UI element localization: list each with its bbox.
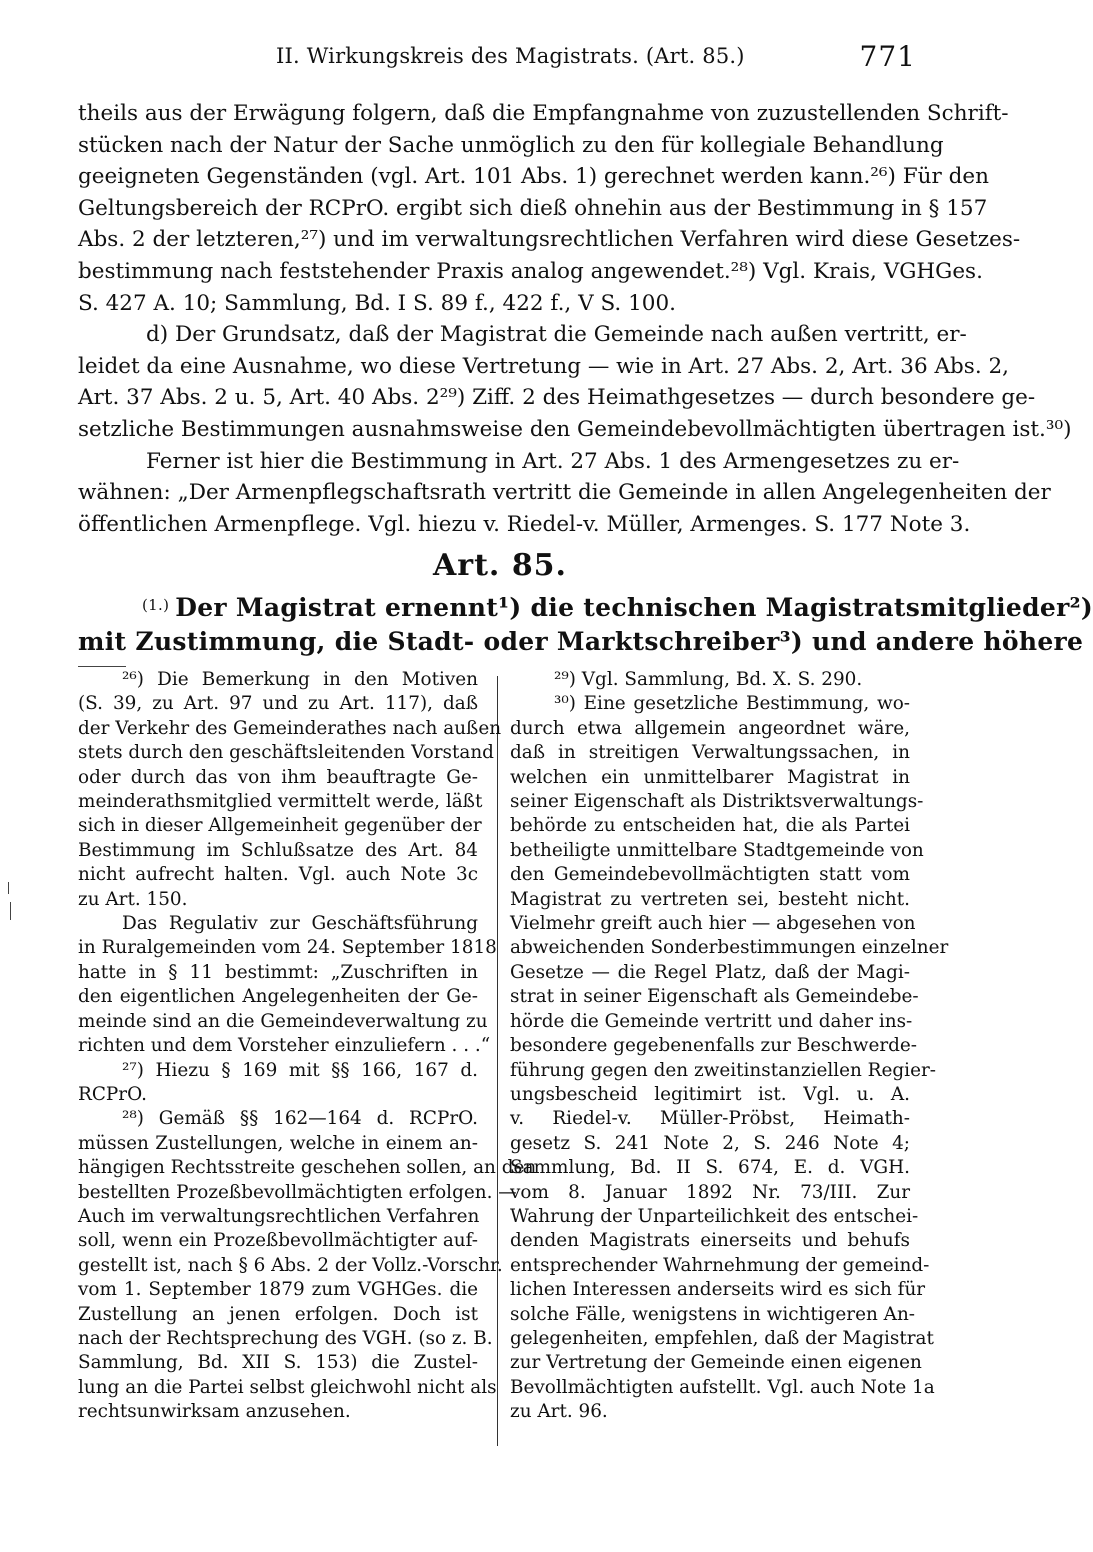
margin-marks [6,882,12,932]
footnote-line: nach der Rechtsprechung des VGH. (so z. B. [78,1327,493,1349]
body-line: Ferner ist hier die Bestimmung in Art. 27 Abs. 1 des Armengesetzes zu er- [146,448,960,474]
footnote-line: richten und dem Vorsteher einzuliefern . . .“ [78,1035,491,1057]
footnote-line: meinde sind an die Gemeindeverwaltung zu [78,1010,488,1032]
footnote-line: Bevollmächtigten aufstellt. Vgl. auch Note 1a [510,1376,935,1398]
footnote-line: rechtsunwirksam anzusehen. [78,1401,351,1423]
footnote-line: meinderathsmitglied vermittelt werde, läßt [78,791,483,813]
footnote-line: betheiligte unmittelbare Stadtgemeinde von [510,839,924,861]
body-line: leidet da eine Ausnahme, wo diese Vertretung — wie in Art. 27 Abs. 2, Art. 36 Abs. 2, [78,353,1009,379]
body-line: geeigneten Gegenständen (vgl. Art. 101 Abs. 1) gerechnet werden kann.²⁶) Für den [78,164,989,190]
footnote-line: in Ruralgemeinden vom 24. September 1818 [78,937,497,959]
footnote-line: ²⁶) Die Bemerkung in den Motiven [122,669,478,690]
footnote-line: sich in dieser Allgemeinheit gegenüber der [78,815,482,837]
footnote-line: gelegenheiten, empfehlen, daß der Magistrat [510,1327,934,1349]
footnote-line: Sammlung, Bd. XII S. 153) die Zustel- [78,1352,478,1374]
body-line: bestimmung nach feststehender Praxis analog angewendet.²⁸) Vgl. Krais, VGHGes. [78,258,983,284]
footnote-line: gesetz S. 241 Note 2, S. 246 Note 4; [510,1132,910,1154]
footnote-line: hörde die Gemeinde vertritt und daher ins- [510,1010,913,1032]
body-line: theils aus der Erwägung folgern, daß die Empfangnahme von zuzustellenden Schrift- [78,101,1009,126]
footnote-line: vom 1. September 1879 zum VGHGes. die [78,1279,478,1301]
footnote-line: ²⁸) Gemäß §§ 162—164 d. RCPrO. [122,1108,478,1130]
body-line: stücken nach der Natur der Sache unmöglich zu den für kollegiale Behandlung [78,132,944,158]
column-divider [497,676,498,1446]
footnote-line: den Gemeindebevollmächtigten statt vom [510,864,910,886]
footnote-line: abweichenden Sonderbestimmungen einzelner [510,937,949,959]
footnote-line: Das Regulativ zur Geschäftsführung [122,913,478,935]
footnote-line: soll, wenn ein Prozeßbevollmächtigter auf- [78,1230,478,1252]
footnote-line: welchen ein unmittelbarer Magistrat in [510,766,910,788]
footnote-line: entsprechender Wahrnehmung der gemeind- [510,1254,930,1276]
footnote-line: ungsbescheid legitimirt ist. Vgl. u. A. [510,1083,910,1105]
footnote-line: durch etwa allgemein angeordnet wäre, [510,717,910,739]
footnotes-left-column [78,668,537,1425]
body-line: wähnen: „Der Armenpflegschaftsrath vertritt die Gemeinde in allen Angelegenheiten der [78,480,1051,506]
footnote-line: besondere gegebenenfalls zur Beschwerde- [510,1035,917,1057]
footnote-line: Wahrung der Unparteilichkeit des entschei- [510,1205,919,1227]
footnote-line: solche Fälle, wenigstens in wichtigeren An- [510,1303,916,1325]
footnote-line: müssen Zustellungen, welche in einem an- [78,1132,478,1154]
footnote-line: ²⁹) Vgl. Sammlung, Bd. X. S. 290. [554,669,863,690]
paragraph-number: (1.) [142,596,170,614]
footnote-separator [78,666,126,667]
footnote-line: Zustellung an jenen erfolgen. Doch ist [78,1303,478,1325]
article-text [78,588,1093,659]
footnote-line: zu Art. 150. [78,888,188,910]
body-line: Art. 37 Abs. 2 u. 5, Art. 40 Abs. 2²⁹) Ziff. 2 des Heimathgesetzes — durch besondere ge- [78,385,1036,411]
page-number: 771 [859,40,916,73]
footnote-line: daß in streitigen Verwaltungssachen, in [510,742,910,764]
body-line: öffentlichen Armenpflege. Vgl. hiezu v. Riedel-v. Müller, Armenges. S. 177 Note 3. [78,511,971,537]
footnote-line: Auch im verwaltungsrechtlichen Verfahren [78,1205,480,1227]
footnote-line: Magistrat zu vertreten sei, besteht nicht. [510,888,910,910]
body-line: d) Der Grundsatz, daß der Magistrat die Gemeinde nach außen vertritt, er- [146,322,967,348]
footnote-line: vom 8. Januar 1892 Nr. 73/III. Zur [510,1181,910,1203]
footnote-line: Gesetze — die Regel Platz, daß der Magi- [510,961,910,983]
footnote-line: v. Riedel-v. Müller-Pröbst, Heimath- [510,1108,910,1130]
article-line-text: Der Magistrat ernennt¹) die technischen Magistratsmitglieder²) [175,593,1093,622]
footnote-line: bestellten Prozeßbevollmächtigten erfolgen. — [78,1181,517,1203]
body-line: Geltungsbereich der RCPrO. ergibt sich dieß ohnehin aus der Bestimmung in § 157 [78,195,988,221]
article-line: mit Zustimmung, die Stadt- oder Marktschreiber³) und andere höhere [78,627,1084,656]
footnote-line: ³⁰) Eine gesetzliche Bestimmung, wo- [554,693,910,715]
footnote-line: den eigentlichen Angelegenheiten der Ge- [78,986,478,1008]
page-header [78,40,916,80]
footnote-line: strat in seiner Eigenschaft als Gemeindebe- [510,986,919,1008]
footnote-line: der Verkehr des Gemeinderathes nach außen [78,717,502,739]
footnote-line: ²⁷) Hiezu § 169 mit §§ 166, 167 d. [122,1059,478,1081]
footnote-line: Bestimmung im Schlußsatze des Art. 84 [78,839,478,861]
article-heading: Art. 85. [432,548,568,583]
footnote-line: RCPrO. [78,1083,147,1105]
footnote-line: Sammlung, Bd. II S. 674, E. d. VGH. [510,1157,910,1179]
footnote-line: behörde zu entscheiden hat, die als Partei [510,815,910,837]
footnotes-right-column [510,668,949,1425]
running-head: II. Wirkungskreis des Magistrats. (Art. 85.) [276,44,745,68]
footnote-line: hängigen Rechtsstreite geschehen sollen, an den [78,1157,537,1179]
footnote-line: hatte in § 11 bestimmt: „Zuschriften in [78,961,478,983]
body-line: setzliche Bestimmungen ausnahmsweise den Gemeindebevollmächtigten übertragen ist.³⁰) [78,416,1072,442]
footnote-line: denden Magistrats einerseits und behufs [510,1230,910,1252]
footnote-line: Vielmehr greift auch hier — abgesehen von [510,913,916,935]
footnote-line: zur Vertretung der Gemeinde einen eigenen [510,1352,922,1374]
footnote-line: gestellt ist, nach § 6 Abs. 2 der Vollz.-Vorschr. [78,1254,503,1276]
margin-mark [8,882,9,894]
article-line [78,588,1093,625]
footnote-line: seiner Eigenschaft als Distriktsverwaltungs- [510,791,924,813]
footnote-line: (S. 39, zu Art. 97 und zu Art. 117), daß [78,693,478,715]
body-line: Abs. 2 der letzteren,²⁷) und im verwaltungsrechtlichen Verfahren wird diese Gesetzes- [78,227,1021,253]
body-line: S. 427 A. 10; Sammlung, Bd. I S. 89 f., 422 f., V S. 100. [78,290,676,316]
footnote-line: zu Art. 96. [510,1401,608,1423]
margin-mark [10,902,11,920]
footnote-line: lung an die Partei selbst gleichwohl nicht als [78,1376,497,1398]
body-text [78,98,1072,540]
footnote-line: lichen Interessen anderseits wird es sich für [510,1279,926,1301]
footnote-line: führung gegen den zweitinstanziellen Regier- [510,1059,936,1081]
footnote-line: nicht aufrecht halten. Vgl. auch Note 3c [78,864,478,886]
footnote-line: stets durch den geschäftsleitenden Vorstand [78,742,494,764]
footnote-line: oder durch das von ihm beauftragte Ge- [78,766,478,788]
